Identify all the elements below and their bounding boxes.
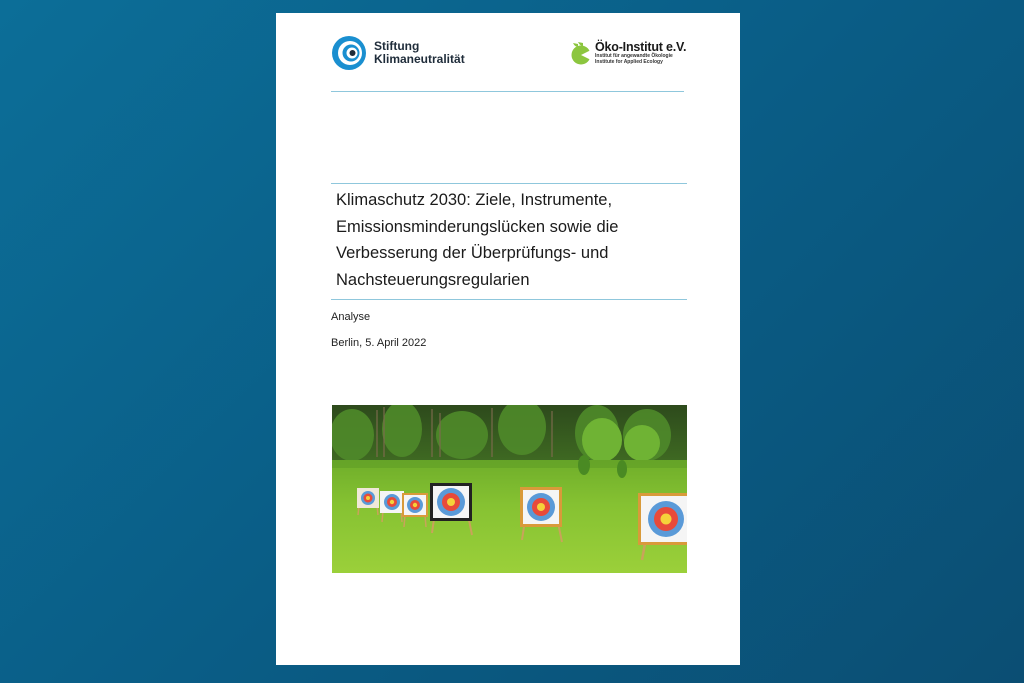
archery-targets-photo (332, 405, 687, 573)
oeko-logo-name: Öko-Institut e.V. (595, 40, 687, 54)
stiftung-logo (331, 35, 465, 71)
title-top-divider (331, 183, 687, 184)
stiftung-logo-text (374, 40, 465, 66)
title-line: Nachsteuerungsregularien (336, 270, 530, 289)
oeko-institut-logo (570, 41, 686, 65)
title-line: Klimaschutz 2030: Ziele, Instrumente, (336, 191, 613, 209)
oeko-institut-logo-icon (570, 41, 592, 65)
stiftung-klimaneutralitaet-logo-icon (331, 35, 367, 71)
oeko-logo-sub2: Institute for Applied Ecology (595, 58, 663, 65)
stiftung-logo-line2: Klimaneutralität (374, 52, 465, 66)
document-page (276, 13, 740, 665)
oeko-logo-text (595, 41, 686, 65)
document-type: Analyse (331, 311, 371, 323)
stiftung-logo-line1: Stiftung (374, 39, 420, 53)
document-title (336, 187, 681, 293)
oeko-logo-sub1: Institut für angewandte Ökologie (595, 53, 673, 59)
title-line: Verbesserung der Überprüfungs- und (336, 244, 609, 262)
header-divider (331, 91, 684, 92)
title-line: Emissionsminderungslücken sowie die (336, 217, 619, 236)
document-date: Berlin, 5. April 2022 (331, 337, 427, 349)
title-bottom-divider (331, 299, 687, 300)
